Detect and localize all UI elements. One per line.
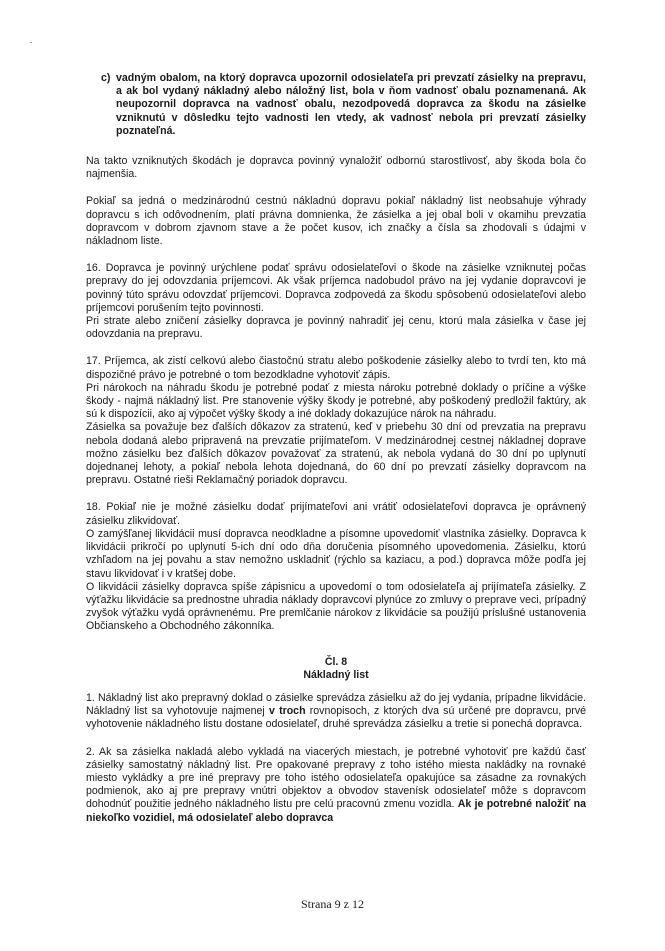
s1-text-bold: v troch <box>268 705 306 718</box>
list-item-marker: c) <box>101 72 111 84</box>
page-number-footer: Strana 9 z 12 <box>301 897 364 911</box>
paragraph-18-part-b: O zamýšľanej likvidácii musí dopravca neodkladne a písomne upovedomiť vlastníka zásielky. Dopravca k likvidácii prikročí po uplynutí 5-ich dní odo dňa doručenia písomného upovedomenia. Zásielku, ktorú vzhľadom na jej povahu a stav nemožno uskladniť (rýchlo sa kaziacu, a pod.) dopravca môže podľa jej stavu likvidovať i v kratšej dobe. <box>86 527 586 580</box>
paragraph-17-part-a: 17. Príjemca, ak zistí celkovú alebo čiastočnú stratu alebo poškodenie zásielky alebo to tvrdí ten, kto má dispozičné právo je potrebné o tom bezodkladne vyhotoviť zápis. <box>86 355 586 381</box>
scan-speck <box>30 42 32 43</box>
paragraph-18-part-a: 18. Pokiaľ nie je možné zásielku dodať prijímateľovi ani vrátiť odosielateľovi dopravca je oprávnený zásielku zlikvidovať. <box>86 501 586 527</box>
paragraph-18-part-c: O likvidácii zásielky dopravca spíše zápisnicu a upovedomí o tom odosielateľa aj prijímateľa zásielky. Z výťažku likvidácie sa prednostne uhradia náklady dopravcovi plynúce zo zmluvy o preprave veci, prípadný zvyšok výťažku vydá oprávnenému. Pre premlčanie nárokov z likvidácie sa použijú príslušné ustanovenia Občianskeho a Obchodného zákonníka. <box>86 580 586 633</box>
paragraph-international-transport: Pokiaľ sa jedná o medzinárodnú cestnú nákladnú dopravu pokiaľ nákladný list neobsahuje výhrady dopravcu s ich odôvodnením, platí právna domnienka, že zásielka a jej obal boli v okamihu prevzatia dopravcom v dobrom zjavnom stave a že počet kusov, ich značky a čísla sa zhodovali s údajmi v nákladnom liste. <box>86 195 586 248</box>
paragraph-17 <box>86 355 586 487</box>
document-body <box>86 72 586 839</box>
list-item-text: vadným obalom, na ktorý dopravca upozornil odosielateľa pri prevzatí zásielky na prepravu, a ak bol vydaný nákladný alebo náložný list, bola v ňom vadnosť obalu poznamenaná. Ak neupozornil dopravca na vadnosť obalu, nezodpovedá dopravca za škodu na zásielke vzniknutú v dôsledku tejto vadnosti len vtedy, ak vadnosť nebola pri prevzatí zásielky poznateľná. <box>116 72 586 137</box>
paragraph-damage-care: Na takto vzniknutých škodách je dopravca povinný vynaložiť odbornú starostlivosť, aby škoda bola čo najmenšia. <box>86 155 586 181</box>
paragraph-18 <box>86 501 586 633</box>
s1-text-after: rovnopisoch, z ktorých dva sú určené pre dopravcu, prvé vyhotovenie nákladného listu dostane odosielateľ, druhé sprevádza zásielku a tretie si ponechá dopravca. <box>86 705 587 731</box>
s2-text-bold: Ak je potrebné naložiť na niekoľko vozidiel, má odosielateľ alebo dopravca <box>86 798 586 824</box>
list-item-c <box>86 72 586 138</box>
paragraph-16 <box>86 262 586 341</box>
s1-text-before: 1. Nákladný list ako prepravný doklad o zásielke sprevádza zásielku až do jej vydania, prípadne likvidácie. Nákladný list sa vyhotovuje najmenej <box>86 691 586 718</box>
paragraph-17-part-b: Pri nárokoch na náhradu škodu je potrebné podať z miesta nároku potrebné doklady o príčine a výške škody - najmä nákladný list. Pre stanovenie výšky škody je potrebné, aby poškodený predložil faktúry, ak sú k dispozícii, ako aj výpočet výšky škody a iné doklady dokazujúce nárok na náhradu. <box>86 381 586 421</box>
section-number: Čl. 8 <box>324 655 348 668</box>
paragraph-16-part-b: Pri strate alebo zničení zásielky dopravca je povinný nahradiť jej cenu, ktorú mala zásielka v čase jej odovzdania na prepravu. <box>86 315 586 341</box>
paragraph-17-part-c: Zásielka sa považuje bez ďalších dôkazov za stratenú, keď v priebehu 30 dní od prevzatia na prepravu nebola dodaná alebo pripravená na prevzatie prijímateľom. V medzinárodnej cestnej nákladnej doprave možno zásielku bez ďalších dôkazov považovať za stratenú, ak nebola vydaná do 30 dní po uplynutí dojednanej lehoty, a pokiaľ nebola lehota dojednaná, do 60 dní po prevzatí zásielky dopravcom na prepravu. Ostatné rieši Reklamačný poriadok dopravcu. <box>86 421 586 487</box>
section-title: Nákladný list <box>303 668 369 681</box>
section-heading <box>86 656 586 682</box>
section-8-paragraph-2 <box>86 746 586 825</box>
section-8-paragraph-1 <box>86 692 586 732</box>
s2-text-before: 2. Ak sa zásielka nakladá alebo vykladá na viacerých miestach, je potrebné vyhotoviť pre každú časť zásielky samostatný nákladný list. Pre opakované prepravy z toho istého miesta nakládky na rovnaké miesto vykládky a pre iné prepravy pre toho istého odosielateľa opakujúce sa zásadne za rovnakých podmienok, ako aj pre prepravy vnútri objektov a obvodov stavenísk odosielateľ môže s dopravcom dohodnúť použitie jedného nákladného listu pre celú pracovnú zmenu vozidla. <box>86 745 586 811</box>
paragraph-16-part-a: 16. Dopravca je povinný urýchlene podať správu odosielateľovi o škode na zásielke vzniknutej počas prepravy do jej odovzdania príjemcovi. Ak však príjemca nadobudol právo na jej vydanie dopravcovi je povinný túto správu odovzdať príjemcovi. Dopravca zodpovedá za škodu spôsobenú odosielateľovi alebo príjemcovi porušením tejto povinnosti. <box>86 262 586 314</box>
